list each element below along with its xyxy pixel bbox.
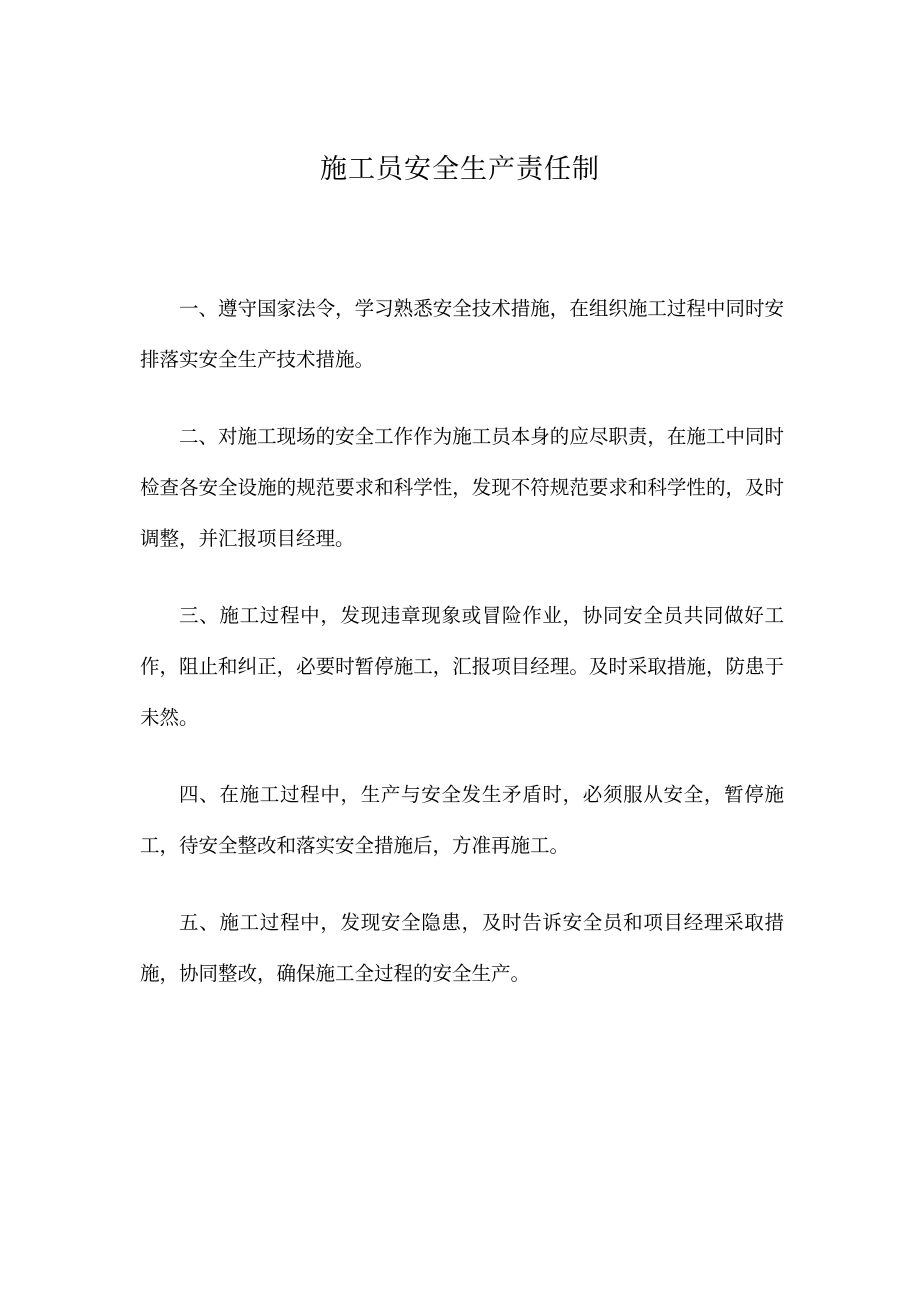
document-title: 施工员安全生产责任制 xyxy=(320,154,600,185)
paragraph-3: 三、施工过程中，发现违章现象或冒险作业，协同安全员共同做好工作，阻止和纠正，必要时暂停施工，汇报项目经理。及时采取措施，防患于未然。 xyxy=(140,604,784,729)
paragraph-4: 四、在施工过程中，生产与安全发生矛盾时，必须服从安全，暂停施工，待安全整改和落实安全措施后，方准再施工。 xyxy=(140,783,784,857)
paragraph-1: 一、遵守国家法令，学习熟悉安全技术措施，在组织施工过程中同时安排落实安全生产技术措施。 xyxy=(140,297,784,371)
paragraph-5: 五、施工过程中，发现安全隐患，及时告诉安全员和项目经理采取措施，协同整改，确保施工全过程的安全生产。 xyxy=(140,911,784,985)
paragraph-2: 二、对施工现场的安全工作作为施工员本身的应尽职责，在施工中同时检查各安全设施的规范要求和科学性，发现不符规范要求和科学性的，及时调整，并汇报项目经理。 xyxy=(140,425,784,550)
document-body xyxy=(140,283,784,1025)
